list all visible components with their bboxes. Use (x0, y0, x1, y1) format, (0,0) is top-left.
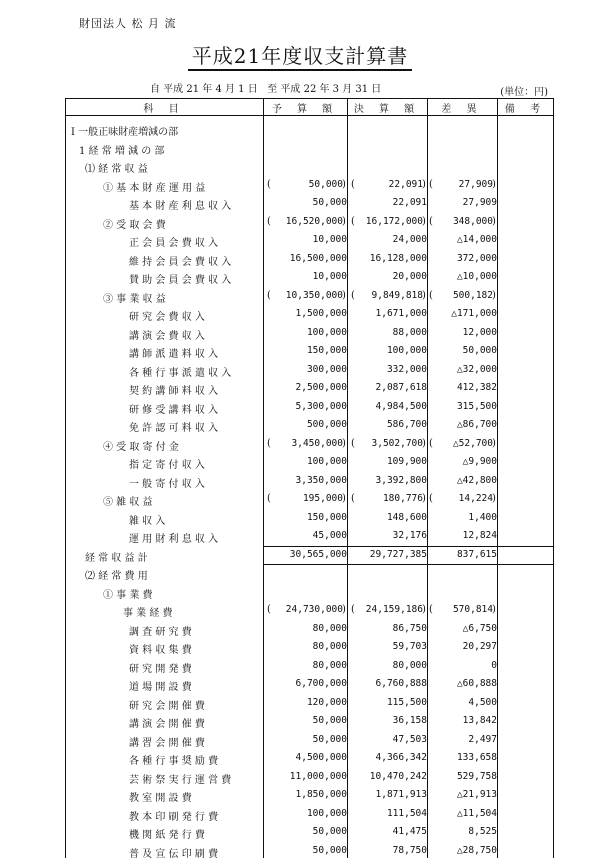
cell-diff: 529,758 (456, 770, 497, 782)
cell-diff: 50,000 (462, 345, 497, 356)
cell-budget: 80,000 (312, 641, 347, 652)
row-label: 講 演 会 費 収 入 (129, 330, 205, 342)
row-label: 研 修 受 講 料 収 入 (129, 404, 219, 416)
cell-diff: 315,500 (456, 400, 497, 412)
cell-actual: 3,502,700 (371, 437, 423, 449)
row-label: 一 般 寄 付 収 入 (129, 478, 205, 490)
cell-budget: 150,000 (306, 345, 347, 356)
cell-budget: 45,000 (312, 530, 347, 541)
cell-actual: 115,500 (386, 696, 427, 708)
row-label: 調 査 研 究 費 (129, 626, 192, 638)
cell-diff: 1,400 (468, 511, 497, 523)
cell-diff: 4,500 (468, 696, 497, 708)
cell-budget: 6,700,000 (295, 678, 347, 689)
open-paren: ( (267, 178, 271, 190)
row-label: ⑤ 雑 収 益 (103, 497, 153, 508)
table-header (65, 98, 554, 116)
cell-budget: 10,350,000 (285, 289, 343, 301)
row-label: 契 約 講 師 料 収 入 (129, 386, 219, 397)
open-paren: ( (429, 604, 433, 615)
cell-diff: 0 (491, 659, 497, 671)
row-label: 研 究 会 開 催 費 (129, 700, 205, 712)
document-title (0, 40, 600, 69)
table-row (65, 399, 554, 418)
cell-actual: 47,503 (392, 733, 427, 745)
row-label: 資 料 収 集 費 (129, 645, 192, 656)
open-paren: ( (267, 289, 271, 301)
cell-actual: 586,700 (386, 419, 427, 430)
cell-diff: 27,909 (462, 197, 497, 208)
close-paren: ) (422, 437, 426, 449)
cell-actual: 6,760,888 (375, 678, 427, 689)
cell-actual: 16,128,000 (369, 252, 427, 264)
cell-budget: 100,000 (306, 326, 347, 338)
table-row (65, 787, 554, 806)
row-label: 維 持 会 員 会 費 収 入 (129, 256, 232, 268)
table-row (65, 158, 554, 177)
open-paren: ( (351, 604, 355, 615)
table-row (65, 325, 554, 344)
cell-actual: 111,504 (386, 807, 427, 819)
cell-budget: 195,000 (302, 493, 343, 504)
table-row (65, 824, 554, 843)
cell-budget: 50,000 (312, 715, 347, 726)
row-label: 免 許 認 可 料 収 入 (129, 423, 219, 434)
row-label: 各 種 行 事 派 遣 収 入 (129, 367, 232, 379)
table-row (65, 436, 554, 455)
cell-budget: 500,000 (306, 419, 347, 430)
cell-diff: 27,909 (458, 178, 493, 190)
row-label: 講 師 派 遣 料 収 入 (129, 349, 219, 360)
table-row (65, 565, 554, 584)
row-label: 経 常 収 益 計 (85, 552, 148, 564)
row-label: 講 習 会 開 催 費 (129, 737, 205, 749)
cell-budget: 3,450,000 (291, 437, 343, 449)
open-paren: ( (429, 178, 433, 190)
cell-actual: 29,727,385 (369, 548, 427, 560)
cell-diff: △6,750 (462, 622, 497, 634)
row-label: 機 関 紙 発 行 費 (129, 830, 205, 841)
row-label: 研 究 会 費 収 入 (129, 312, 205, 323)
cell-actual: 88,000 (392, 326, 427, 338)
row-label: ⑵ 経 常 費 用 (85, 571, 148, 582)
cell-actual: 148,600 (386, 511, 427, 523)
cell-actual: 24,000 (392, 234, 427, 245)
cell-actual: 1,671,000 (375, 308, 427, 319)
open-paren: ( (267, 604, 271, 615)
cell-diff: 12,824 (462, 530, 497, 541)
header-remarks: 備 考 (504, 104, 547, 115)
cell-budget: 50,000 (308, 178, 343, 190)
table-row (65, 380, 554, 399)
close-paren: ) (492, 493, 496, 504)
cell-budget: 4,500,000 (295, 752, 347, 763)
cell-diff: 12,000 (462, 326, 497, 338)
cell-budget: 30,565,000 (289, 548, 347, 560)
cell-diff: △32,000 (456, 363, 497, 375)
close-paren: ) (422, 604, 426, 615)
cell-budget: 1,850,000 (295, 789, 347, 800)
table-row (65, 602, 554, 621)
table-row (65, 362, 554, 381)
cell-actual: 78,750 (392, 844, 427, 856)
cell-budget: 16,520,000 (285, 215, 343, 227)
cell-actual: 59,703 (392, 641, 427, 652)
row-label: ① 基 本 財 産 運 用 益 (103, 182, 206, 194)
cell-diff: △10,000 (456, 271, 497, 282)
open-paren: ( (267, 493, 271, 504)
row-label: 普 及 宣 伝 印 刷 費 (129, 848, 219, 860)
row-label: 1 経 常 増 減 の 部 (79, 145, 165, 157)
cell-actual: 36,158 (392, 715, 427, 726)
cell-diff: △9,900 (462, 456, 497, 467)
title-text: 平成21年度収支計算書 (188, 44, 412, 71)
cell-budget: 80,000 (312, 622, 347, 634)
cell-actual: 10,470,242 (369, 770, 427, 782)
cell-actual: 80,000 (392, 659, 427, 671)
row-label: ① 事 業 費 (103, 589, 153, 601)
cell-diff: 8,525 (468, 826, 497, 837)
cell-budget: 300,000 (306, 363, 347, 375)
cell-actual: 22,091 (392, 197, 427, 208)
cell-actual: 2,087,618 (375, 382, 427, 393)
open-paren: ( (267, 437, 271, 449)
cell-actual: 22,091 (388, 178, 423, 190)
row-label: 賛 助 会 員 会 費 収 入 (129, 275, 232, 286)
open-paren: ( (429, 437, 433, 449)
cell-actual: 32,176 (392, 530, 427, 541)
cell-actual: 9,849,818 (371, 289, 423, 301)
close-paren: ) (492, 289, 496, 301)
cell-actual: 109,900 (386, 456, 427, 467)
row-label: ③ 事 業 収 益 (103, 293, 166, 305)
cell-actual: 4,366,342 (375, 752, 427, 763)
cell-diff: △171,000 (451, 308, 497, 319)
cell-diff: △52,700 (452, 437, 493, 449)
row-label: 教 本 印 刷 発 行 費 (129, 811, 219, 823)
cell-budget: 150,000 (306, 511, 347, 523)
close-paren: ) (422, 215, 426, 227)
open-paren: ( (429, 289, 433, 301)
header-actual: 決 算 額 (353, 104, 421, 115)
close-paren: ) (422, 289, 426, 301)
cell-diff: △86,700 (456, 419, 497, 430)
close-paren: ) (492, 178, 496, 190)
header-subject: 科 目 (143, 104, 185, 115)
row-label: 講 演 会 開 催 費 (129, 719, 205, 730)
cell-diff: 412,382 (456, 382, 497, 393)
cell-diff: △21,913 (456, 789, 497, 800)
open-paren: ( (429, 215, 433, 227)
cell-diff: 372,000 (456, 252, 497, 264)
table-row-total (65, 547, 554, 566)
cell-budget: 2,500,000 (295, 382, 347, 393)
table-row (65, 658, 554, 677)
table-row (65, 121, 554, 140)
cell-diff: 14,224 (458, 493, 493, 504)
cell-diff: 348,000 (452, 215, 493, 227)
close-paren: ) (422, 178, 426, 190)
open-paren: ( (351, 493, 355, 504)
cell-budget: 10,000 (312, 234, 347, 245)
row-label: Ⅰ 一般正味財産増減の部 (71, 127, 179, 138)
table-row (65, 695, 554, 714)
cell-diff: 2,497 (468, 733, 497, 745)
row-label: ⑴ 経 常 収 益 (85, 164, 148, 175)
close-paren: ) (342, 493, 346, 504)
row-label: ② 受 取 会 費 (103, 219, 166, 231)
table-row (65, 732, 554, 751)
close-paren: ) (492, 437, 496, 449)
row-label: 正 会 員 会 費 収 入 (129, 238, 219, 249)
cell-actual: 86,750 (392, 622, 427, 634)
cell-budget: 10,000 (312, 271, 347, 282)
close-paren: ) (492, 215, 496, 227)
row-label: 雑 収 入 (129, 515, 166, 527)
cell-actual: 180,776 (382, 493, 423, 504)
open-paren: ( (351, 437, 355, 449)
cell-budget: 11,000,000 (289, 770, 347, 782)
table-row (65, 584, 554, 603)
table-row (65, 195, 554, 214)
open-paren: ( (351, 178, 355, 190)
row-label: 各 種 行 事 奨 励 費 (129, 756, 219, 767)
table-row (65, 288, 554, 307)
cell-budget: 1,500,000 (295, 308, 347, 319)
cell-actual: 41,475 (392, 826, 427, 837)
cell-actual: 1,871,913 (375, 789, 427, 800)
row-label: 芸 術 祭 実 行 運 営 費 (129, 774, 232, 786)
table-row (65, 806, 554, 825)
cell-diff: 13,842 (462, 715, 497, 726)
table-row (65, 177, 554, 196)
row-label: 運 用 財 利 息 収 入 (129, 534, 219, 545)
cell-budget: 50,000 (312, 197, 347, 208)
cell-budget: 120,000 (306, 696, 347, 708)
cell-diff: 20,297 (462, 641, 497, 652)
table-row (65, 232, 554, 251)
table-row (65, 639, 554, 658)
table-row (65, 510, 554, 529)
cell-actual: 3,392,800 (375, 474, 427, 486)
table-row (65, 306, 554, 325)
row-label: 事 業 経 費 (123, 608, 173, 619)
table-row (65, 251, 554, 270)
cell-budget: 50,000 (312, 826, 347, 837)
close-paren: ) (342, 437, 346, 449)
table-row (65, 843, 554, 862)
cell-actual: 100,000 (386, 345, 427, 356)
cell-diff: 570,814 (452, 604, 493, 615)
open-paren: ( (267, 215, 271, 227)
table-row (65, 343, 554, 362)
row-label: 研 究 開 発 費 (129, 663, 192, 675)
table-row (65, 676, 554, 695)
cell-diff: 500,182 (452, 289, 493, 301)
fiscal-period: 自 平成 21 年 4 月 1 日 至 平成 22 年 3 月 31 日 (150, 84, 382, 95)
unit-note: (単位：円) (500, 87, 548, 98)
close-paren: ) (342, 289, 346, 301)
table-row (65, 269, 554, 288)
cell-budget: 100,000 (306, 807, 347, 819)
cell-budget: 16,500,000 (289, 252, 347, 264)
cell-diff: △11,504 (456, 807, 497, 819)
close-paren: ) (342, 604, 346, 615)
cell-diff: △28,750 (456, 844, 497, 856)
cell-budget: 50,000 (312, 844, 347, 856)
close-paren: ) (342, 178, 346, 190)
cell-actual: 24,159,186 (365, 604, 423, 615)
cell-diff: 837,615 (456, 548, 497, 560)
cell-diff: 133,658 (456, 752, 497, 763)
cell-budget: 3,350,000 (295, 474, 347, 486)
table-row (65, 750, 554, 769)
cell-actual: 4,984,500 (375, 400, 427, 412)
table-row (65, 621, 554, 640)
row-label: 教 室 開 設 費 (129, 793, 192, 804)
cell-budget: 80,000 (312, 659, 347, 671)
table-row (65, 769, 554, 788)
table-row (65, 491, 554, 510)
cell-budget: 100,000 (306, 456, 347, 467)
cell-actual: 20,000 (392, 271, 427, 282)
table-row (65, 454, 554, 473)
close-paren: ) (422, 493, 426, 504)
cell-actual: 16,172,000 (365, 215, 423, 227)
table-row (65, 214, 554, 233)
table-row (65, 140, 554, 159)
ledger-table (65, 98, 554, 860)
row-label: 指 定 寄 付 収 入 (129, 460, 205, 471)
row-label: ④ 受 取 寄 付 金 (103, 441, 179, 453)
table-row (65, 417, 554, 436)
cell-diff: △60,888 (456, 678, 497, 689)
open-paren: ( (351, 289, 355, 301)
subtotal-rule (263, 546, 554, 547)
cell-budget: 50,000 (312, 733, 347, 745)
table-row (65, 473, 554, 492)
close-paren: ) (492, 604, 496, 615)
row-label: 道 場 開 設 費 (129, 682, 192, 693)
table-row (65, 528, 554, 547)
organization-name: 財団法人 松 月 流 (79, 17, 177, 30)
open-paren: ( (429, 493, 433, 504)
cell-actual: 332,000 (386, 363, 427, 375)
table-row (65, 713, 554, 732)
cell-diff: △42,800 (456, 474, 497, 486)
header-difference: 差 異 (441, 104, 483, 115)
open-paren: ( (351, 215, 355, 227)
cell-budget: 5,300,000 (295, 400, 347, 412)
row-label: 基 本 財 産 利 息 収 入 (129, 201, 232, 212)
cell-budget: 24,730,000 (285, 604, 343, 615)
header-budget: 予 算 額 (271, 104, 339, 115)
close-paren: ) (342, 215, 346, 227)
cell-diff: △14,000 (456, 234, 497, 245)
